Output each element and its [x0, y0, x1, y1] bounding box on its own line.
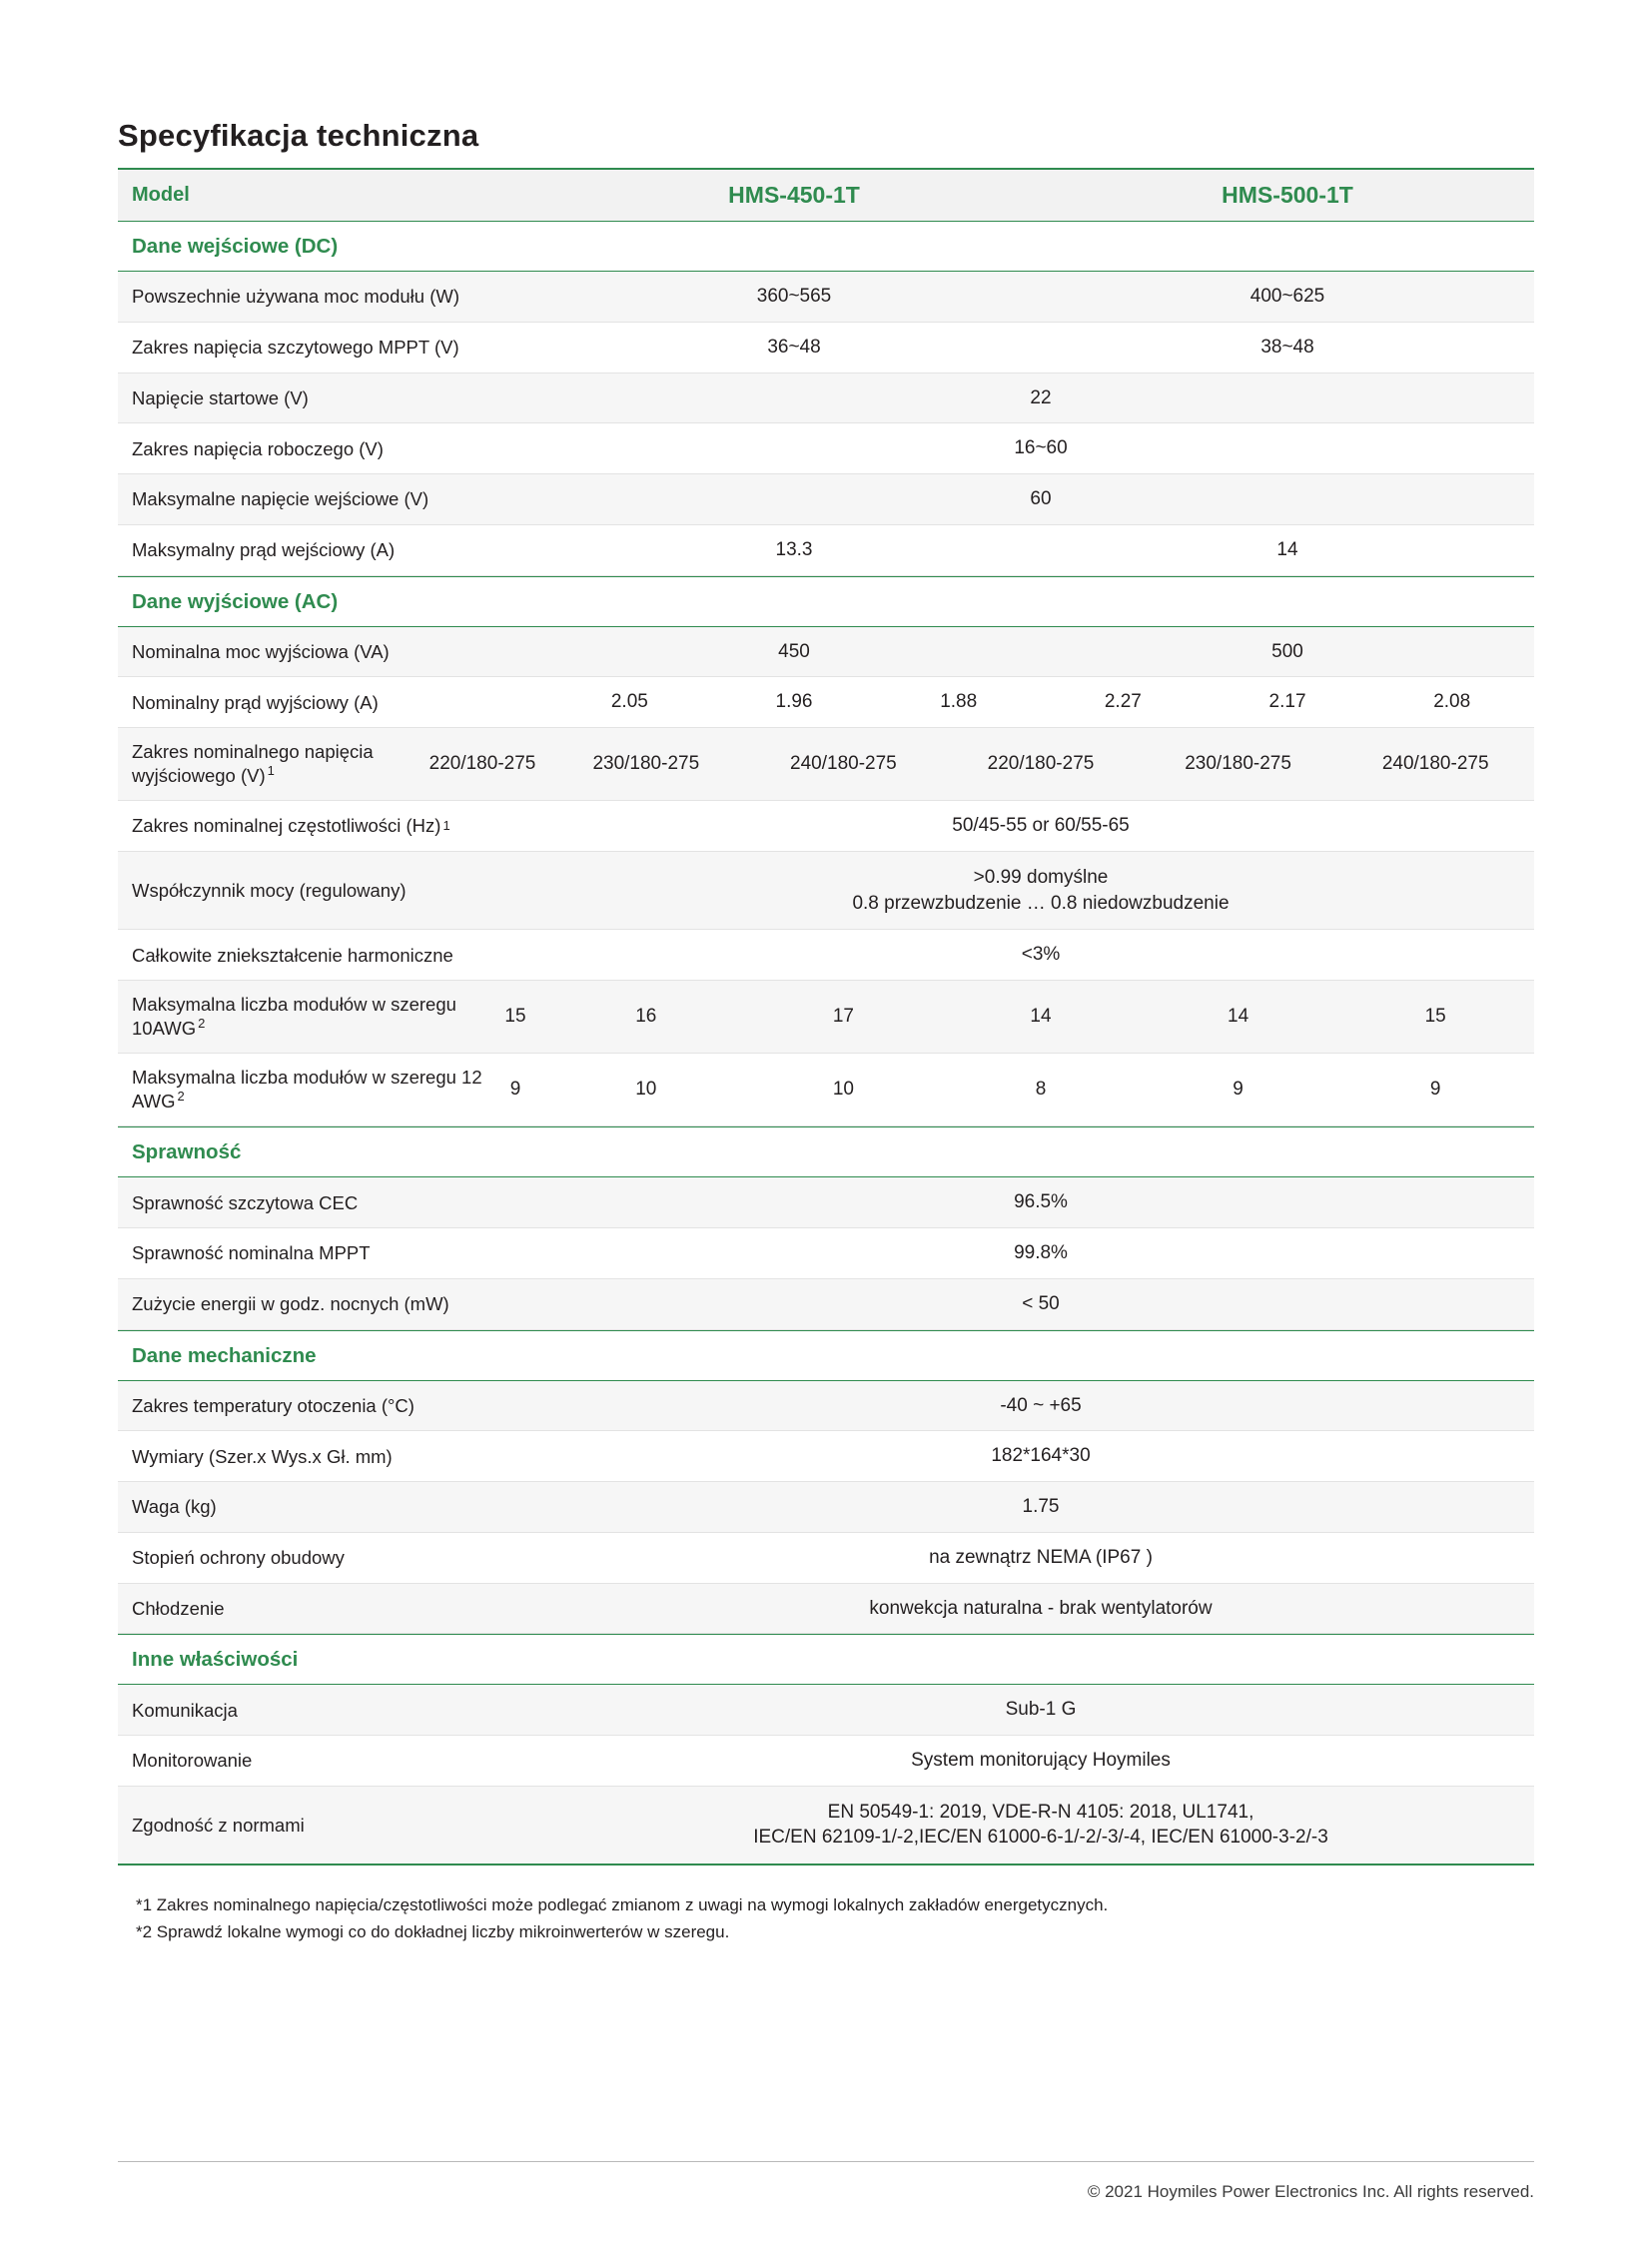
row-value-line: >0.99 domyślne: [973, 866, 1109, 888]
table-row: [118, 930, 1534, 981]
row-value: 400~625: [1249, 286, 1325, 307]
copyright-text: © 2021 Hoymiles Power Electronics Inc. All rights reserved.: [1087, 2182, 1534, 2201]
row-label: Zakres napięcia roboczego (V): [132, 437, 384, 459]
row-value-line: EN 50549-1: 2019, VDE-R-N 4105: 2018, UL1741,: [827, 1801, 1254, 1823]
row-value: 14: [1228, 1006, 1249, 1028]
table-row: [118, 981, 1534, 1054]
row-value: 500: [1271, 640, 1303, 662]
row-label: Maksymalne napięcie wejściowe (V): [132, 488, 429, 510]
section-title: Dane wyjściowe (AC): [132, 589, 339, 613]
row-value: 17: [832, 1006, 854, 1028]
row-label: [118, 801, 547, 851]
row-value: 450: [778, 640, 810, 662]
row-label: Napięcie startowe (V): [132, 386, 309, 408]
row-value: 36~48: [767, 336, 821, 358]
model-label: Model: [132, 184, 190, 206]
footer-divider: [118, 2161, 1534, 2162]
row-value: 8: [1035, 1079, 1047, 1101]
row-value: na zewnątrz NEMA (IP67 ): [929, 1546, 1153, 1568]
row-value-line: IEC/EN 62109-1/-2,IEC/EN 61000-6-1/-2/-3/-4, IEC/EN 61000-3-2/-3: [753, 1827, 1328, 1849]
row-value: 182*164*30: [991, 1445, 1091, 1467]
section-header-ac: [118, 576, 1534, 627]
row-value: 16~60: [1014, 437, 1068, 459]
section-title: Sprawność: [132, 1140, 242, 1164]
row-label: Sprawność szczytowa CEC: [132, 1191, 359, 1213]
row-value: 10: [635, 1079, 657, 1101]
table-row: [118, 1279, 1534, 1330]
row-value: 220/180-275: [428, 753, 536, 775]
row-value: 230/180-275: [1185, 753, 1291, 775]
table-row: [118, 1381, 1534, 1432]
row-value: -40 ~ +65: [1000, 1394, 1082, 1416]
table-row: [118, 1228, 1534, 1279]
row-value: 96.5%: [1014, 1191, 1068, 1213]
section-header-mechanical: [118, 1330, 1534, 1381]
table-row: [118, 1482, 1534, 1533]
row-label: [118, 981, 547, 1053]
row-label: Stopień ochrony obudowy: [132, 1547, 345, 1569]
table-row: [118, 272, 1534, 323]
row-value: 50/45-55 or 60/55-65: [952, 815, 1130, 837]
row-label: Waga (kg): [132, 1496, 217, 1518]
footnote-marker: 2: [177, 1089, 185, 1105]
table-row: [118, 423, 1534, 474]
row-value: 1.88: [940, 691, 978, 713]
row-value: 14: [1276, 538, 1298, 560]
row-label: Współczynnik mocy (regulowany): [132, 879, 407, 901]
footnote-marker: 1: [267, 763, 275, 778]
row-label: Komunikacja: [132, 1699, 238, 1721]
footnote-marker: 2: [198, 1015, 206, 1031]
section-title: Dane wejściowe (DC): [132, 235, 339, 258]
row-value: 9: [1233, 1079, 1243, 1101]
row-value: 60: [1030, 488, 1052, 509]
row-label: Powszechnie używana moc modułu (W): [132, 286, 459, 308]
row-value: 15: [1424, 1006, 1446, 1028]
row-label-text: Maksymalna liczba modułów w szeregu 12 AWG: [132, 1067, 482, 1113]
section-header-efficiency: [118, 1126, 1534, 1177]
row-value: 2.17: [1268, 691, 1306, 713]
row-label: Nominalny prąd wyjściowy (A): [132, 691, 379, 713]
table-row: [118, 852, 1534, 930]
row-value: [547, 1787, 1534, 1864]
footnote-marker: 1: [442, 817, 450, 833]
row-label: Monitorowanie: [132, 1750, 253, 1772]
row-value: 38~48: [1260, 336, 1314, 358]
section-header-dc: [118, 222, 1534, 272]
table-header-row: [118, 168, 1534, 222]
footnote-1: *1 Zakres nominalnego napięcia/częstotliwości może podlegać zmianom z uwagi na wymogi lokalnych zakładów energetycznych.: [136, 1895, 1109, 1915]
row-label: Zakres napięcia szczytowego MPPT (V): [132, 337, 459, 359]
row-value: 220/180-275: [987, 753, 1095, 775]
row-value: 230/180-275: [592, 753, 700, 775]
table-row: [118, 801, 1534, 852]
table-row: [118, 1431, 1534, 1482]
table-row: [118, 1685, 1534, 1736]
row-label: Sprawność nominalna MPPT: [132, 1242, 371, 1264]
row-value: 360~565: [756, 286, 832, 307]
spec-table: [118, 168, 1534, 1866]
table-row: [118, 1054, 1534, 1126]
footnotes: [118, 1891, 1534, 1945]
row-label-text: Maksymalna liczba modułów w szeregu 10AWG: [132, 993, 456, 1040]
table-row: [118, 474, 1534, 525]
row-label: Wymiary (Szer.x Wys.x Gł. mm): [132, 1445, 393, 1467]
page-footer: [118, 2101, 1534, 2242]
section-header-other: [118, 1634, 1534, 1685]
row-label: Chłodzenie: [132, 1597, 225, 1619]
table-row: [118, 677, 1534, 728]
row-value: 9: [509, 1079, 521, 1101]
row-value: 2.05: [610, 691, 648, 713]
row-value: 1.75: [1022, 1496, 1060, 1517]
row-value: < 50: [1022, 1292, 1060, 1314]
table-row: [118, 627, 1534, 678]
row-value-line: 0.8 przewzbudzenie … 0.8 niedowzbudzenie: [852, 892, 1230, 914]
row-value: 15: [504, 1006, 526, 1028]
table-row: [118, 1736, 1534, 1787]
table-row: [118, 1533, 1534, 1584]
row-value: 1.96: [775, 691, 813, 713]
table-row: [118, 323, 1534, 374]
row-label: Nominalna moc wyjściowa (VA): [132, 640, 390, 662]
row-label-text: Zakres nominalnego napięcia wyjściowego (V): [132, 741, 374, 787]
row-value: 13.3: [775, 538, 813, 560]
table-row: [118, 1177, 1534, 1228]
table-row: [118, 1787, 1534, 1866]
row-value: [547, 852, 1534, 929]
model-name-2: HMS-500-1T: [1222, 182, 1353, 208]
table-row: [118, 1584, 1534, 1635]
row-value: 240/180-275: [790, 753, 897, 775]
row-label: Zakres temperatury otoczenia (°C): [132, 1394, 414, 1416]
section-title: Inne właściwości: [132, 1648, 299, 1672]
row-value: 10: [832, 1079, 854, 1101]
row-value: 2.08: [1433, 691, 1471, 713]
row-value: Sub-1 G: [1005, 1699, 1077, 1721]
row-label: [118, 728, 547, 800]
row-label: [118, 1054, 547, 1125]
row-value: 9: [1429, 1079, 1441, 1101]
row-label: Całkowite zniekształcenie harmoniczne: [132, 944, 453, 966]
row-value: 99.8%: [1014, 1242, 1068, 1263]
row-label: Zużycie energii w godz. nocnych (mW): [132, 1293, 449, 1315]
table-row: [118, 525, 1534, 576]
row-value: konwekcja naturalna - brak wentylatorów: [869, 1597, 1213, 1619]
table-row: [118, 374, 1534, 424]
footnote-2: *2 Sprawdź lokalne wymogi co do dokładnej liczby mikroinwerterów w szeregu.: [136, 1922, 730, 1942]
row-value: 2.27: [1104, 691, 1142, 713]
row-value: 22: [1030, 386, 1052, 408]
row-label-text: Zakres nominalnej częstotliwości (Hz): [132, 815, 441, 837]
row-value: 240/180-275: [1381, 753, 1489, 775]
row-value: 14: [1030, 1006, 1052, 1028]
row-label: Zgodność z normami: [132, 1814, 305, 1836]
table-row: [118, 728, 1534, 801]
section-title: Dane mechaniczne: [132, 1343, 317, 1367]
row-value: <3%: [1021, 944, 1061, 966]
model-name-1: HMS-450-1T: [728, 182, 860, 208]
row-value: 16: [635, 1006, 657, 1028]
page-title: Specyfikacja techniczna: [118, 118, 479, 153]
row-label: Maksymalny prąd wejściowy (A): [132, 539, 396, 561]
row-value: System monitorujący Hoymiles: [911, 1750, 1171, 1771]
